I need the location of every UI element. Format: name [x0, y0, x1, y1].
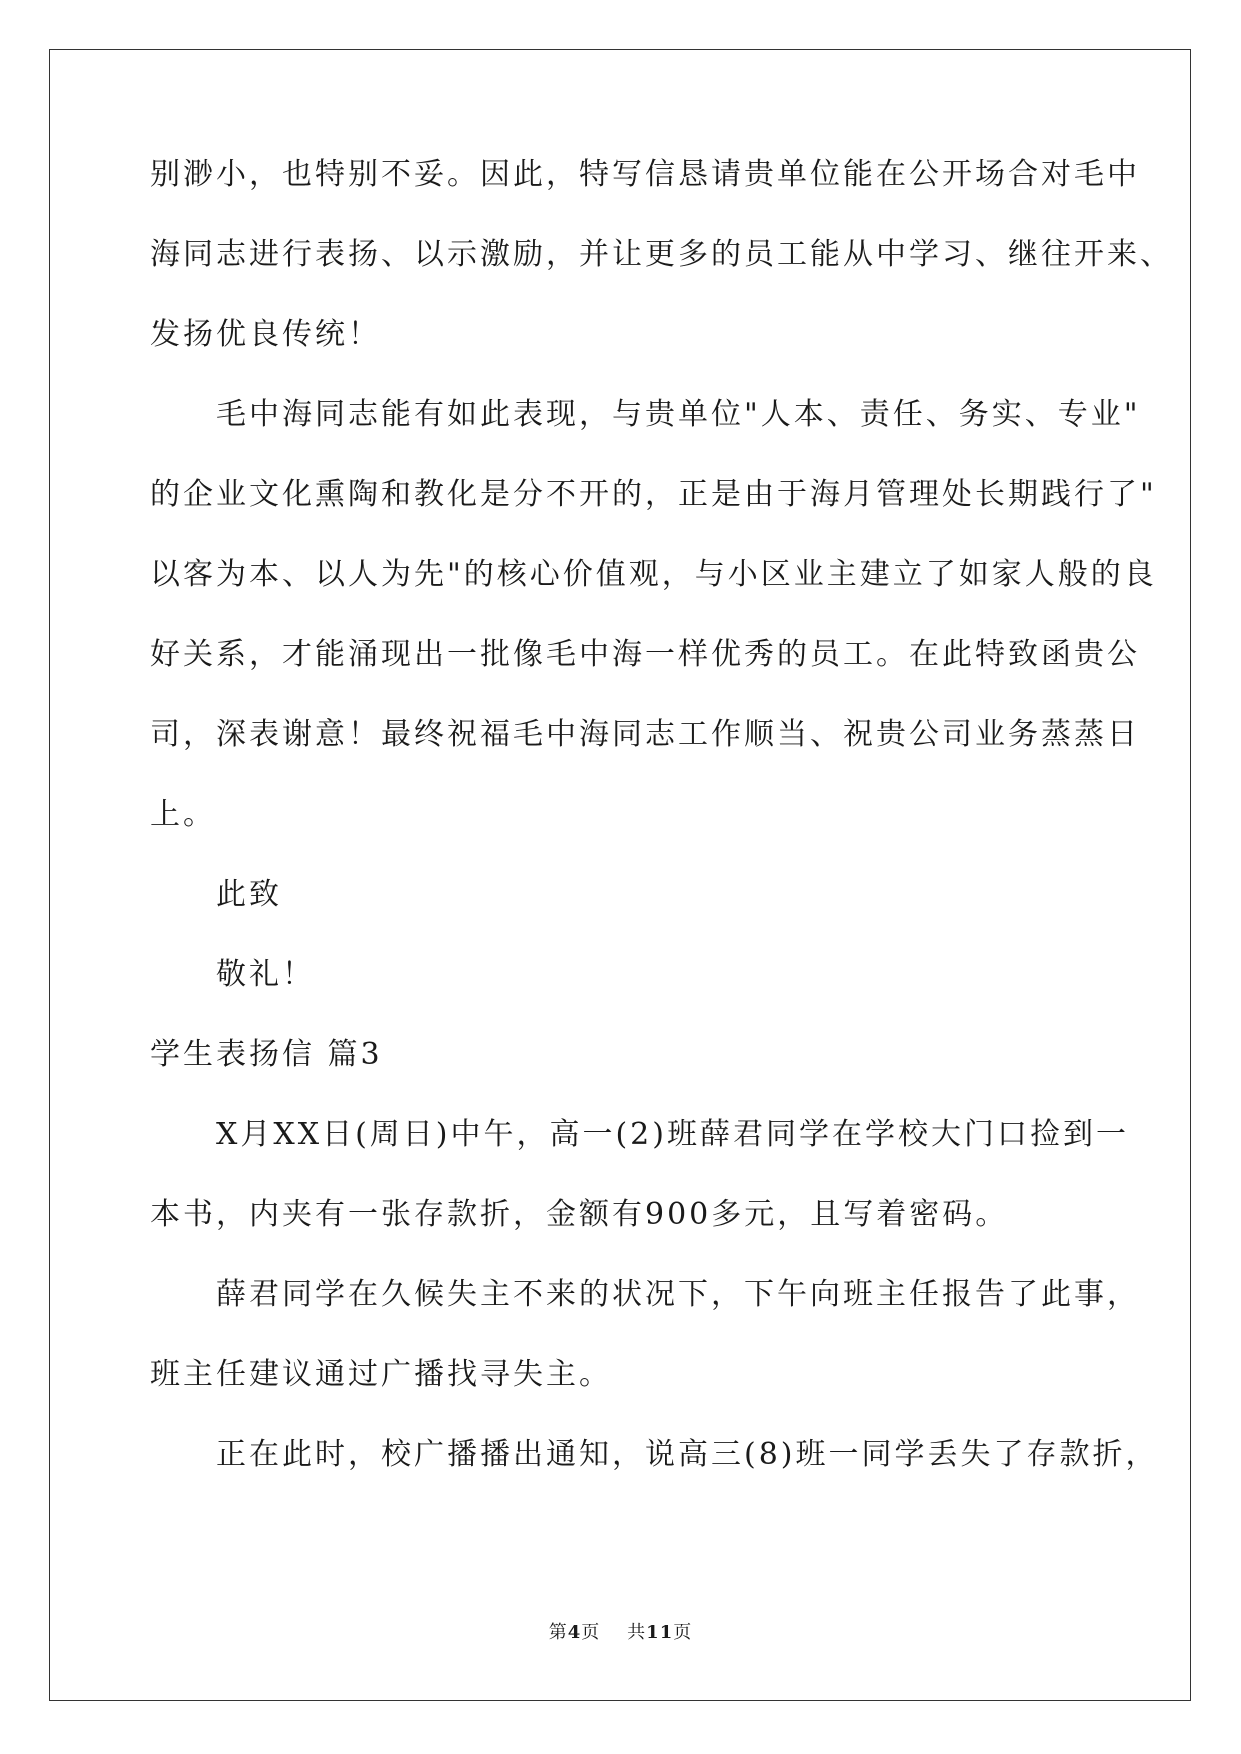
text-line: 好关系，才能涌现出一批像毛中海一样优秀的员工。在此特致函贵公: [150, 637, 1140, 672]
text-line: 发扬优良传统！: [150, 317, 381, 352]
total-prefix: 共: [627, 1622, 647, 1643]
page-suffix: 页: [581, 1622, 601, 1643]
text-line: 薛君同学在久候失主不来的状况下，下午向班主任报告了此事，: [150, 1277, 1140, 1312]
current-page-number: 4: [567, 1622, 582, 1643]
total-pages-number: 11: [646, 1622, 674, 1643]
text-line: 以客为本、以人为先"的核心价值观，与小区业主建立了如家人般的良: [150, 557, 1157, 592]
text-line: 本书，内夹有一张存款折，金额有900多元，且写着密码。: [150, 1197, 1009, 1232]
text-line: 别渺小，也特别不妥。因此，特写信恳请贵单位能在公开场合对毛中: [150, 157, 1140, 192]
text-line: 毛中海同志能有如此表现，与贵单位"人本、责任、务实、专业": [150, 397, 1141, 432]
salutation-line: 敬礼！: [150, 957, 315, 992]
salutation-line: 此致: [150, 877, 282, 912]
page-footer: [0, 1618, 1241, 1644]
total-suffix: 页: [673, 1622, 693, 1643]
text-line: 正在此时，校广播播出通知，说高三(8)班一同学丢失了存款折，: [150, 1437, 1159, 1472]
text-line: 上。: [150, 797, 216, 832]
text-line: 海同志进行表扬、以示激励，并让更多的员工能从中学习、继往开来、: [150, 237, 1173, 272]
page-prefix: 第: [548, 1622, 568, 1643]
text-line: 司，深表谢意！最终祝福毛中海同志工作顺当、祝贵公司业务蒸蒸日: [150, 717, 1140, 752]
text-line: X月XX日(周日)中午，高一(2)班薛君同学在学校大门口捡到一: [150, 1117, 1129, 1152]
text-line: 班主任建议通过广播找寻失主。: [150, 1357, 612, 1392]
section-heading: 学生表扬信 篇3: [150, 1037, 383, 1072]
text-line: 的企业文化熏陶和教化是分不开的，正是由于海月管理处长期践行了": [150, 477, 1157, 512]
